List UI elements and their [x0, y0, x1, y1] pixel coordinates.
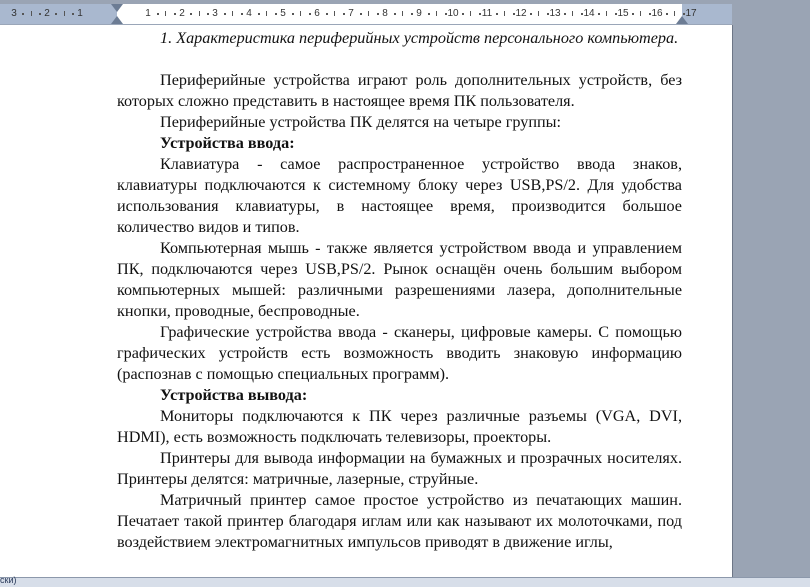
ruler-minor-mark: [39, 13, 41, 15]
ruler-minor-mark: [224, 13, 226, 15]
ruler-minor-mark: [343, 13, 345, 15]
empty-line: [117, 49, 682, 70]
ruler-minor-mark: [258, 13, 260, 15]
ruler-minor-mark: [207, 13, 209, 15]
ruler-minor-mark: [309, 13, 311, 15]
ruler-tick-label: 17: [685, 8, 697, 19]
ruler-minor-mark: [402, 11, 403, 16]
ruler-minor-mark: [530, 13, 532, 15]
ruler-minor-mark: [445, 13, 447, 15]
ruler-minor-mark: [241, 13, 243, 15]
ruler-tick-label: 3: [212, 8, 218, 19]
horizontal-ruler[interactable]: [0, 4, 732, 25]
ruler-minor-mark: [334, 11, 335, 16]
ruler-minor-mark: [275, 13, 277, 15]
ruler-tick-label: 9: [416, 8, 422, 19]
ruler-tick-label: 1: [145, 8, 151, 19]
ruler-tick-label: 13: [549, 8, 561, 19]
ruler-minor-mark: [538, 11, 539, 16]
ruler-minor-mark: [496, 13, 498, 15]
right-indent-marker[interactable]: [676, 16, 688, 24]
ruler-minor-mark: [300, 11, 301, 16]
ruler-minor-mark: [157, 13, 159, 15]
ruler-minor-mark: [199, 11, 200, 16]
ruler-tick-label: 5: [280, 8, 286, 19]
ruler-minor-mark: [326, 13, 328, 15]
ruler-minor-mark: [564, 13, 566, 15]
ruler-minor-mark: [615, 13, 617, 15]
ruler-tick-label: 16: [651, 8, 663, 19]
ruler-minor-mark: [581, 13, 583, 15]
ruler-minor-mark: [674, 11, 675, 16]
ruler-tick-label: 2: [179, 8, 185, 19]
ruler-minor-mark: [462, 13, 464, 15]
ruler-tick-label: 6: [314, 8, 320, 19]
ruler-minor-mark: [266, 11, 267, 16]
ruler-tick-label: 11: [481, 8, 493, 19]
ruler-tick-label: 12: [515, 8, 527, 19]
ruler-tick-label: 15: [617, 8, 629, 19]
ruler-minor-mark: [683, 13, 685, 15]
subheading-input-devices: Устройства ввода:: [160, 134, 295, 152]
ruler-minor-mark: [174, 13, 176, 15]
paragraph: Матричный принтер самое простое устройство из печатающих машин. Печатает такой принтер благодаря иглам или как называют их молоточками, под воздействием электромагнитных импульсов приводят в движение иглы,: [117, 491, 682, 551]
paragraph: Компьютерная мышь - также является устройством ввода и управлением ПК, подключаются через USB,PS/2. Рынок оснащён очень большим выбором компьютерных мышей: различными разрешениями лазера, дополнительные кнопки, проводные, беспроводные.: [117, 239, 682, 320]
left-indent-marker[interactable]: [111, 16, 123, 24]
ruler-minor-mark: [64, 11, 65, 16]
paragraph: Графические устройства ввода - сканеры, цифровые камеры. С помощью графических устройств есть возможность вводить знаковую информацию (распознав с помощью специальных программ).: [117, 323, 682, 383]
ruler-minor-mark: [31, 11, 32, 16]
ruler-minor-mark: [640, 11, 641, 16]
ruler-tick-label: 4: [246, 8, 252, 19]
ruler-tick-label: 2: [44, 8, 50, 19]
ruler-minor-mark: [470, 11, 471, 16]
ruler-minor-mark: [632, 13, 634, 15]
ruler-tick-label: 3: [11, 8, 17, 19]
ruler-minor-mark: [165, 11, 166, 16]
ruler-tick-label: 7: [348, 8, 354, 19]
ruler-tick-label: 10: [447, 8, 459, 19]
ruler-minor-mark: [649, 13, 651, 15]
ruler-minor-mark: [55, 13, 57, 15]
ruler-minor-mark: [479, 13, 481, 15]
paragraph: Мониторы подключаются к ПК через различные разъемы (VGA, DVI, HDMI), есть возможность подключать телевизоры, проекторы.: [117, 407, 682, 446]
ruler-tick-label: 14: [583, 8, 595, 19]
ruler-minor-mark: [368, 11, 369, 16]
section-heading: 1. Характеристика периферийных устройств персонального компьютера.: [160, 29, 679, 47]
ruler-minor-mark: [606, 11, 607, 16]
ruler-tick-label: 8: [382, 8, 388, 19]
ruler-minor-mark: [666, 13, 668, 15]
ruler-minor-mark: [232, 11, 233, 16]
ruler-tick-label: 1: [77, 8, 83, 19]
status-bar-text: ски): [0, 575, 17, 585]
ruler-minor-mark: [292, 13, 294, 15]
paragraph: Периферийные устройства ПК делятся на четыре группы:: [160, 113, 562, 131]
ruler-minor-mark: [428, 13, 430, 15]
document-page[interactable]: [0, 25, 732, 577]
ruler-minor-mark: [360, 13, 362, 15]
document-body[interactable]: [117, 28, 682, 553]
ruler-minor-mark: [547, 13, 549, 15]
ruler-minor-mark: [436, 11, 437, 16]
ruler-minor-mark: [598, 13, 600, 15]
paragraph: Периферийные устройства играют роль дополнительных устройств, без которых сложно представить в настоящее время ПК пользователя.: [117, 71, 682, 110]
ruler-end-area: [732, 4, 810, 24]
ruler-minor-mark: [377, 13, 379, 15]
ruler-minor-mark: [394, 13, 396, 15]
ruler-minor-mark: [504, 11, 505, 16]
paragraph: Клавиатура - самое распространенное устройство ввода знаков, клавиатуры подключаются к системному блоку через USB,PS/2. Для удобства использования клавиатуры, в настоящее время, производится большое количество видов и типов.: [117, 155, 682, 236]
ruler-minor-mark: [411, 13, 413, 15]
paragraph: Принтеры для вывода информации на бумажных и прозрачных носителях. Принтеры делятся: матричные, лазерные, струйные.: [117, 449, 682, 488]
subheading-output-devices: Устройства вывода:: [160, 386, 308, 404]
ruler-minor-mark: [72, 13, 74, 15]
ruler-minor-mark: [572, 11, 573, 16]
ruler-minor-mark: [22, 13, 24, 15]
ruler-minor-mark: [190, 13, 192, 15]
first-line-indent-marker[interactable]: [111, 4, 123, 12]
ruler-minor-mark: [513, 13, 515, 15]
